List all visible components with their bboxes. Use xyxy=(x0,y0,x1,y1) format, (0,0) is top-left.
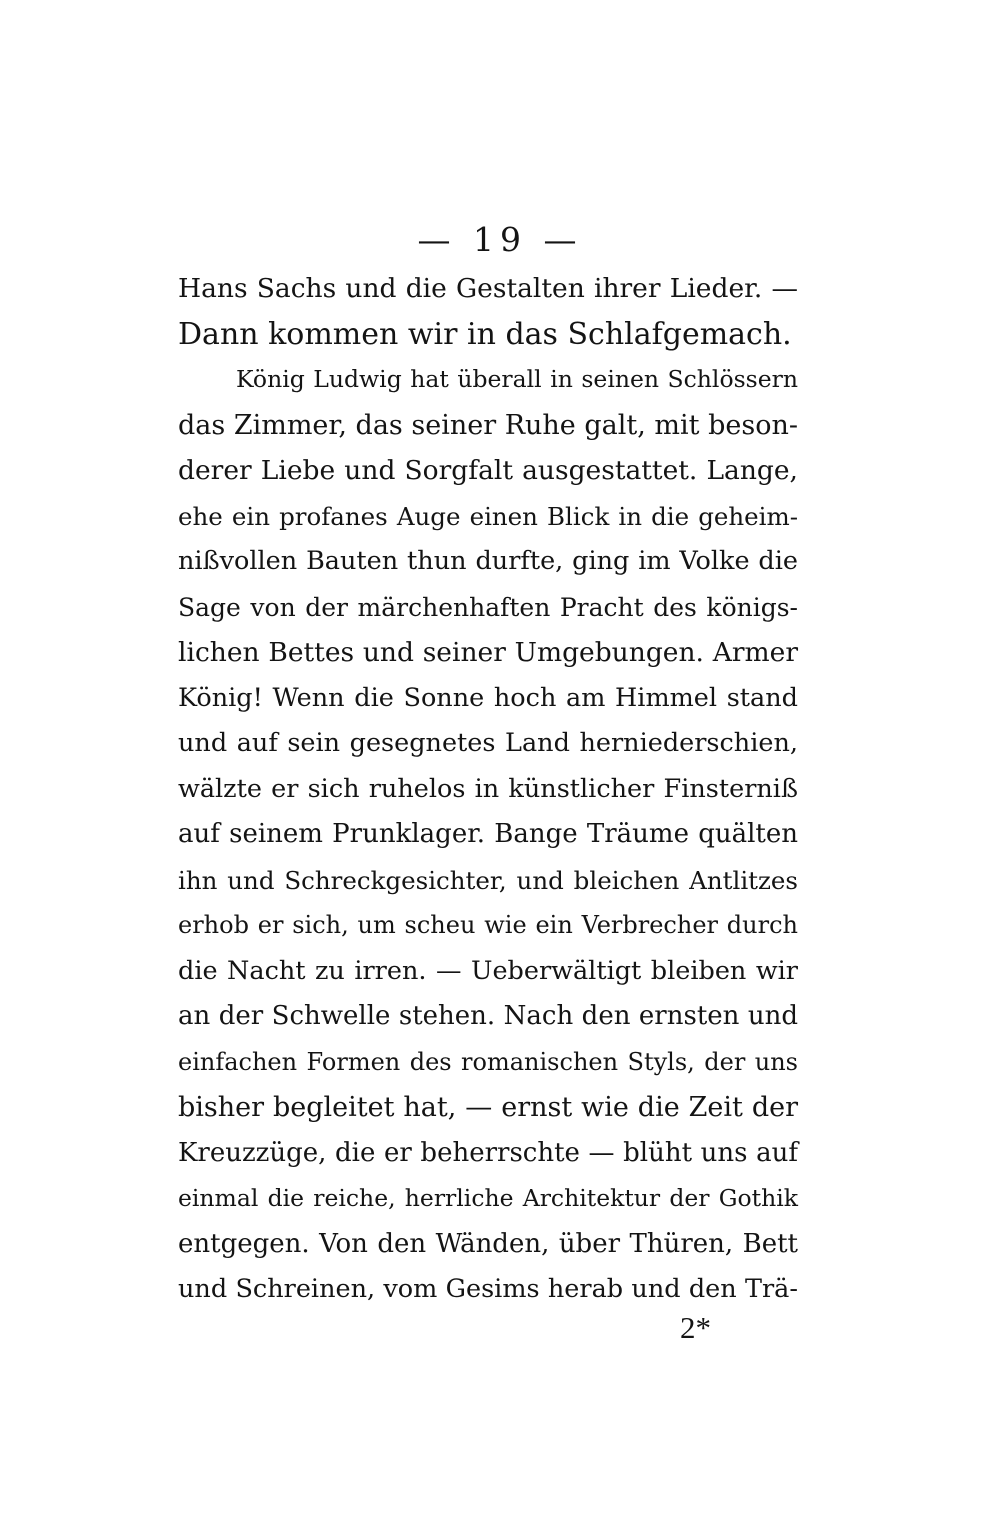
body-text xyxy=(178,266,798,1313)
text-line: auf seinem Prunklager. Bange Träume quälten xyxy=(178,819,798,849)
text-line: nißvollen Bauten thun durfte, ging im Volke die xyxy=(178,546,798,576)
text-line: einmal die reiche, herrliche Architektur der Gothik xyxy=(178,1184,798,1212)
text-line: Sage von der märchenhaften Pracht des königs- xyxy=(178,592,798,622)
text-line: Dann kommen wir in das Schlafgemach. xyxy=(178,316,792,352)
text-line: entgegen. Von den Wänden, über Thüren, Bett xyxy=(178,1228,798,1259)
text-line: Hans Sachs und die Gestalten ihrer Lieder. — xyxy=(178,273,798,304)
text-line: Kreuzzüge, die er beherrschte — blüht uns auf xyxy=(178,1137,798,1168)
text-line: ihn und Schreckgesichter, und bleichen Antlitzes xyxy=(178,865,798,895)
text-line: ehe ein profanes Auge einen Blick in die geheim- xyxy=(178,501,798,531)
text-line: und auf sein gesegnetes Land herniederschien, xyxy=(178,728,798,758)
text-line: König! Wenn die Sonne hoch am Himmel stand xyxy=(178,682,798,713)
text-line: erhob er sich, um scheu wie ein Verbrecher durch xyxy=(178,911,798,939)
text-line: und Schreinen, vom Gesims herab und den Trä- xyxy=(178,1274,798,1304)
text-line: bisher begleitet hat, — ernst wie die Zeit der xyxy=(178,1092,798,1123)
text-line: einfachen Formen des romanischen Styls, der uns xyxy=(178,1047,798,1076)
signature-mark: 2* xyxy=(680,1310,711,1345)
text-line: das Zimmer, das seiner Ruhe galt, mit beson- xyxy=(178,409,798,441)
text-line: derer Liebe und Sorgfalt ausgestattet. Lange, xyxy=(178,455,798,486)
page-number: — 19 — xyxy=(417,220,583,259)
text-line: lichen Bettes und seiner Umgebungen. Armer xyxy=(178,637,798,668)
text-line: wälzte er sich ruhelos in künstlicher Finsterniß xyxy=(178,773,798,804)
text-line: die Nacht zu irren. — Ueberwältigt bleiben wir xyxy=(178,955,798,986)
text-line: an der Schwelle stehen. Nach den ernsten und xyxy=(178,1001,798,1031)
text-line: König Ludwig hat überall in seinen Schlössern xyxy=(236,365,798,393)
